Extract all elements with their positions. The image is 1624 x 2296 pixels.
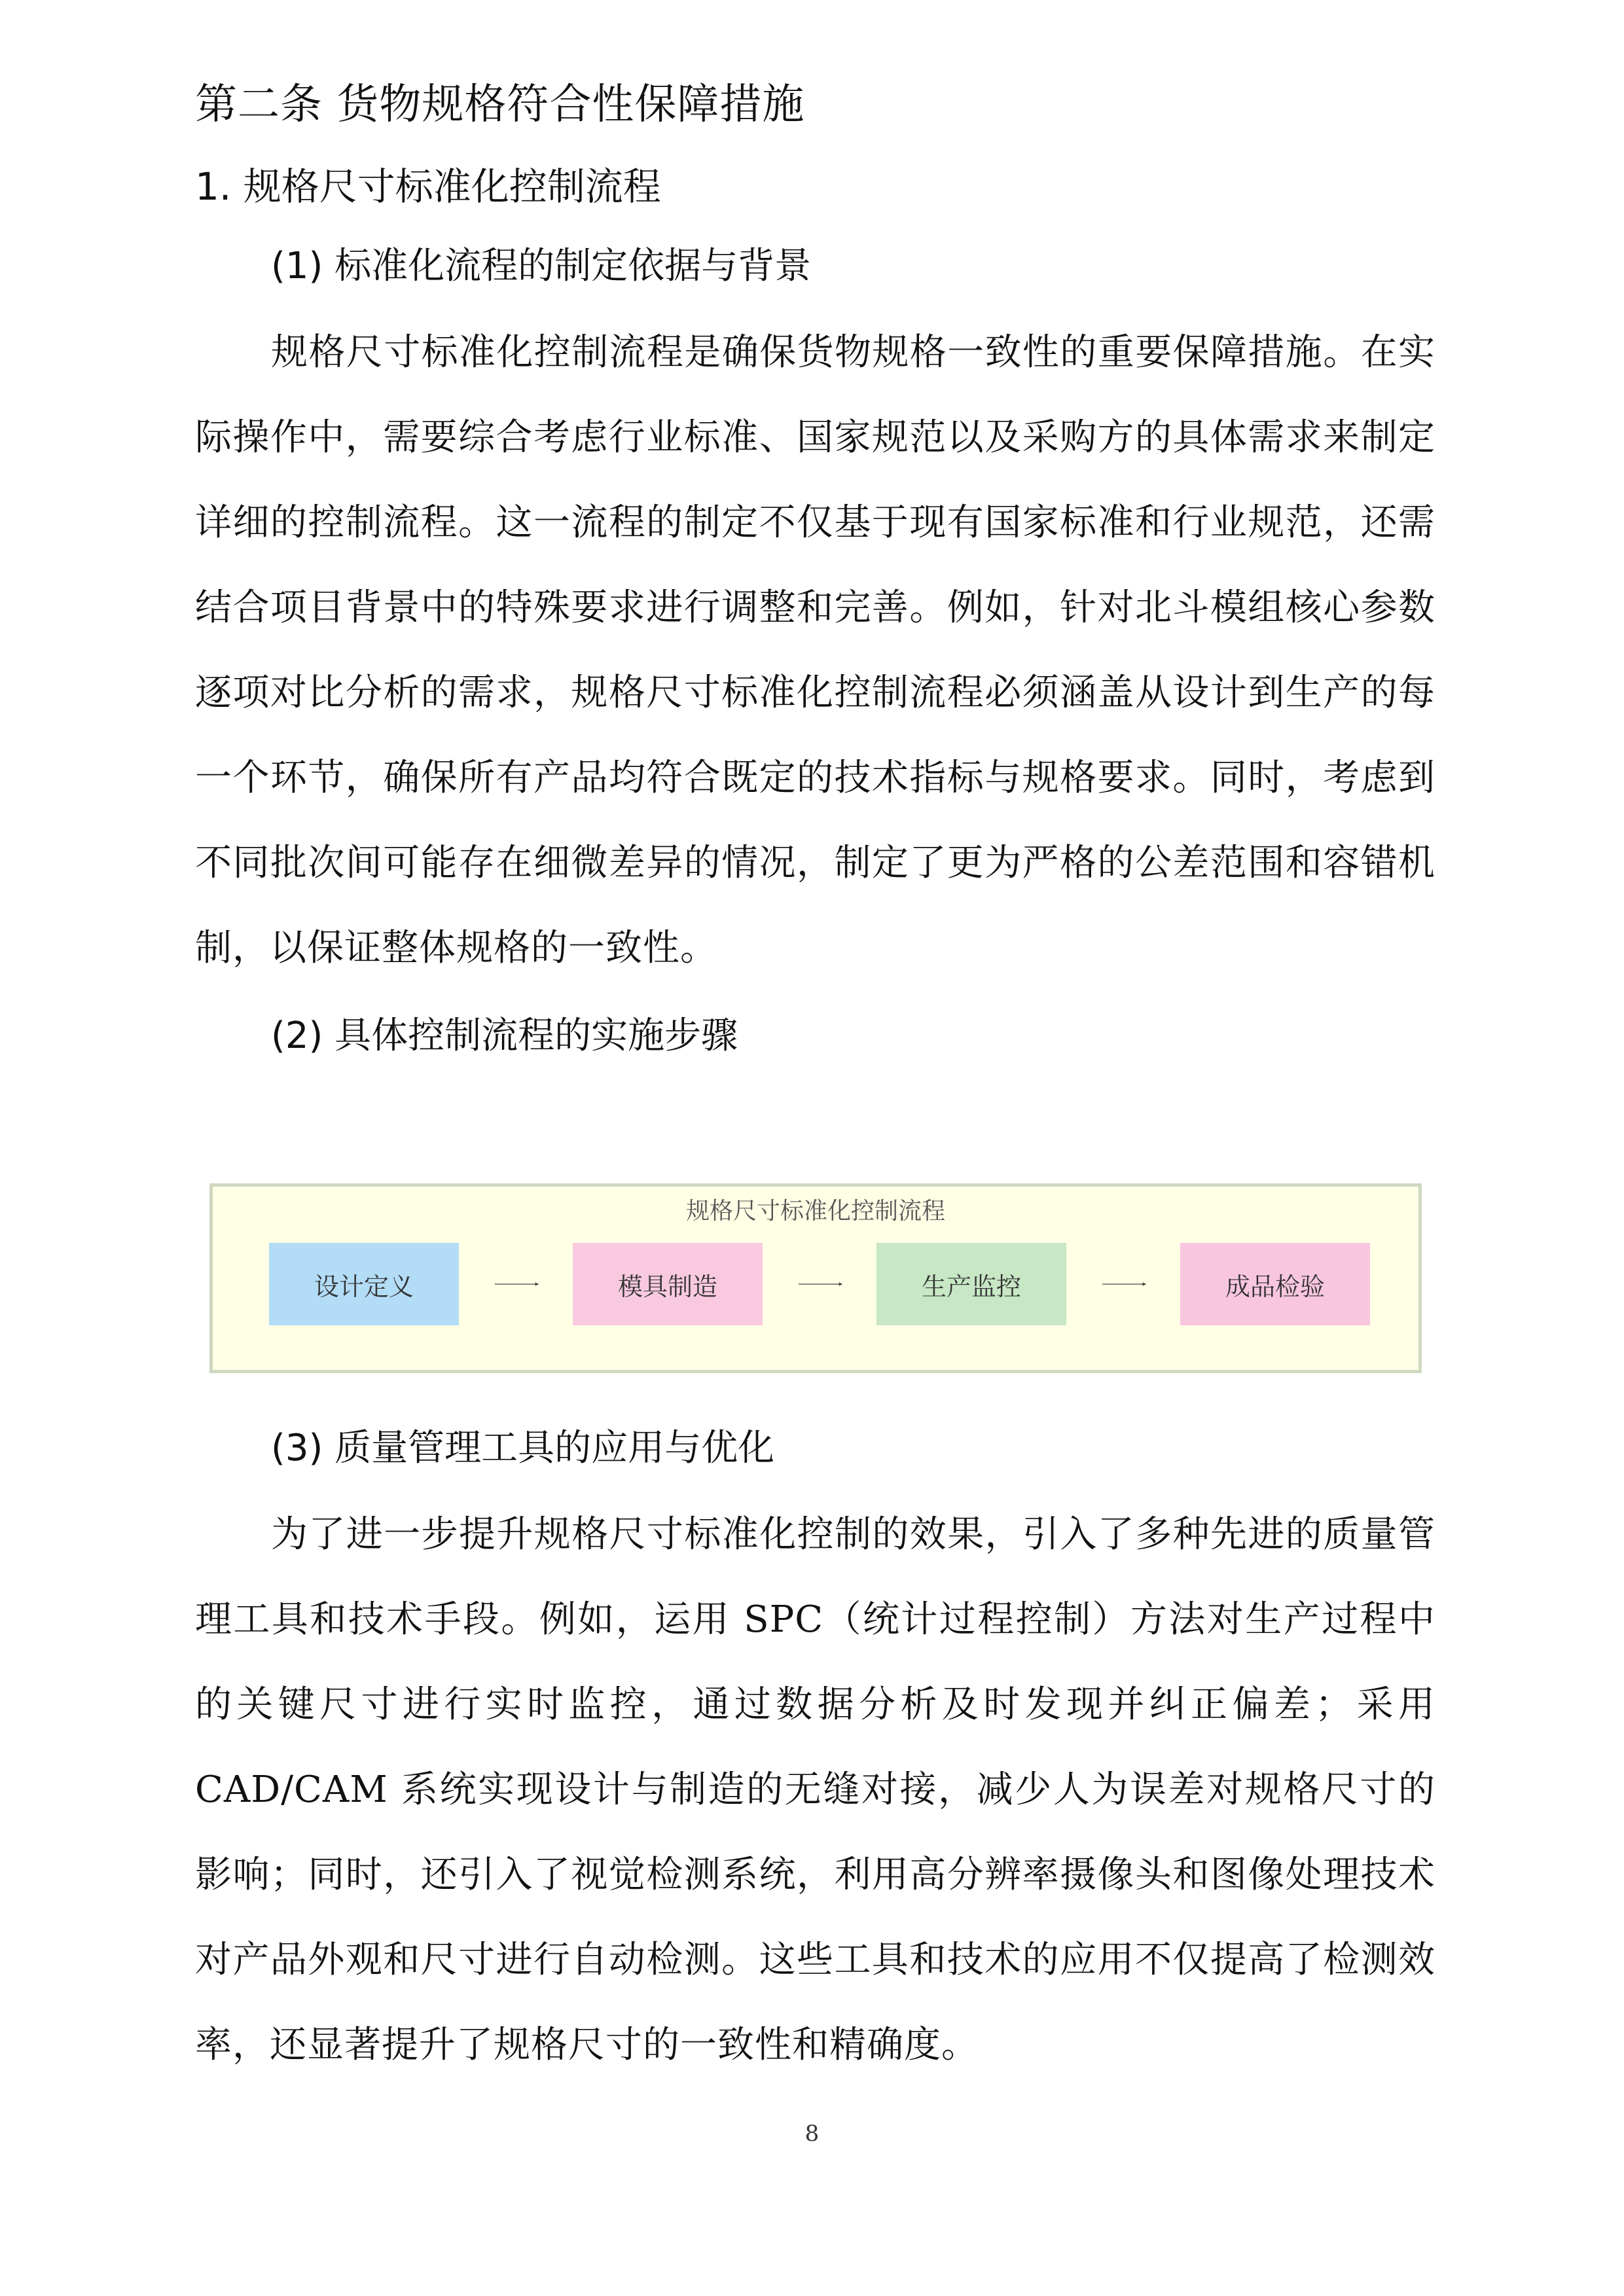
flow-arrow-2 (765, 1282, 876, 1287)
page-number: 8 (804, 2121, 820, 2147)
flow-step-design-definition: 设计定义 (269, 1243, 459, 1325)
item-1-title: 1. 规格尺寸标准化控制流程 (195, 164, 661, 209)
flow-diagram (209, 1183, 1422, 1373)
subsection-2-title: (2) 具体控制流程的实施步骤 (271, 1014, 738, 1057)
subsection-1-paragraph: 规格尺寸标准化控制流程是确保货物规格一致性的重要保障措施。在实际操作中，需要综合考虑行业标准、国家规范以及采购方的具体需求来制定详细的控制流程。这一流程的制定不仅基于现有国家标准和行业规范，还需结合项目背景中的特殊要求进行调整和完善。例如，针对北斗模组核心参数逐项对比分析的需求，规格尺寸标准化控制流程必须涵盖从设计到生产的每一个环节，确保所有产品均符合既定的技术指标与规格要求。同时，考虑到不同批次间可能存在细微差异的情况，制定了更为严格的公差范围和容错机制，以保证整体规格的一致性。 (195, 331, 1435, 969)
flow-arrow-3 (1069, 1282, 1180, 1287)
subsection-3-title: (3) 质量管理工具的应用与优化 (271, 1427, 775, 1469)
flow-diagram-title: 规格尺寸标准化控制流程 (685, 1198, 945, 1225)
section-title: 第二条 货物规格符合性保障措施 (195, 81, 805, 129)
flow-step-production-monitoring: 生产监控 (876, 1243, 1066, 1325)
subsection-1-title: (1) 标准化流程的制定依据与背景 (271, 245, 812, 287)
subsection-3-paragraph: 为了进一步提升规格尺寸标准化控制的效果，引入了多种先进的质量管理工具和技术手段。例如，运用 SPC（统计过程控制）方法对生产过程中的关键尺寸进行实时监控，通过数据分析及时发现并纠正偏差；采用 CAD/CAM 系统实现设计与制造的无缝对接，减少人为误差对规格尺寸的影响；同时，还引入了视觉检测系统，利用高分辨率摄像头和图像处理技术对产品外观和尺寸进行自动检测。这些工具和技术的应用不仅提高了检测效率，还显著提升了规格尺寸的一致性和精确度。 (195, 1513, 1435, 2066)
flow-step-mold-manufacturing: 模具制造 (573, 1243, 763, 1325)
flow-step-final-inspection: 成品检验 (1180, 1243, 1370, 1325)
flow-arrow-1 (461, 1282, 573, 1287)
